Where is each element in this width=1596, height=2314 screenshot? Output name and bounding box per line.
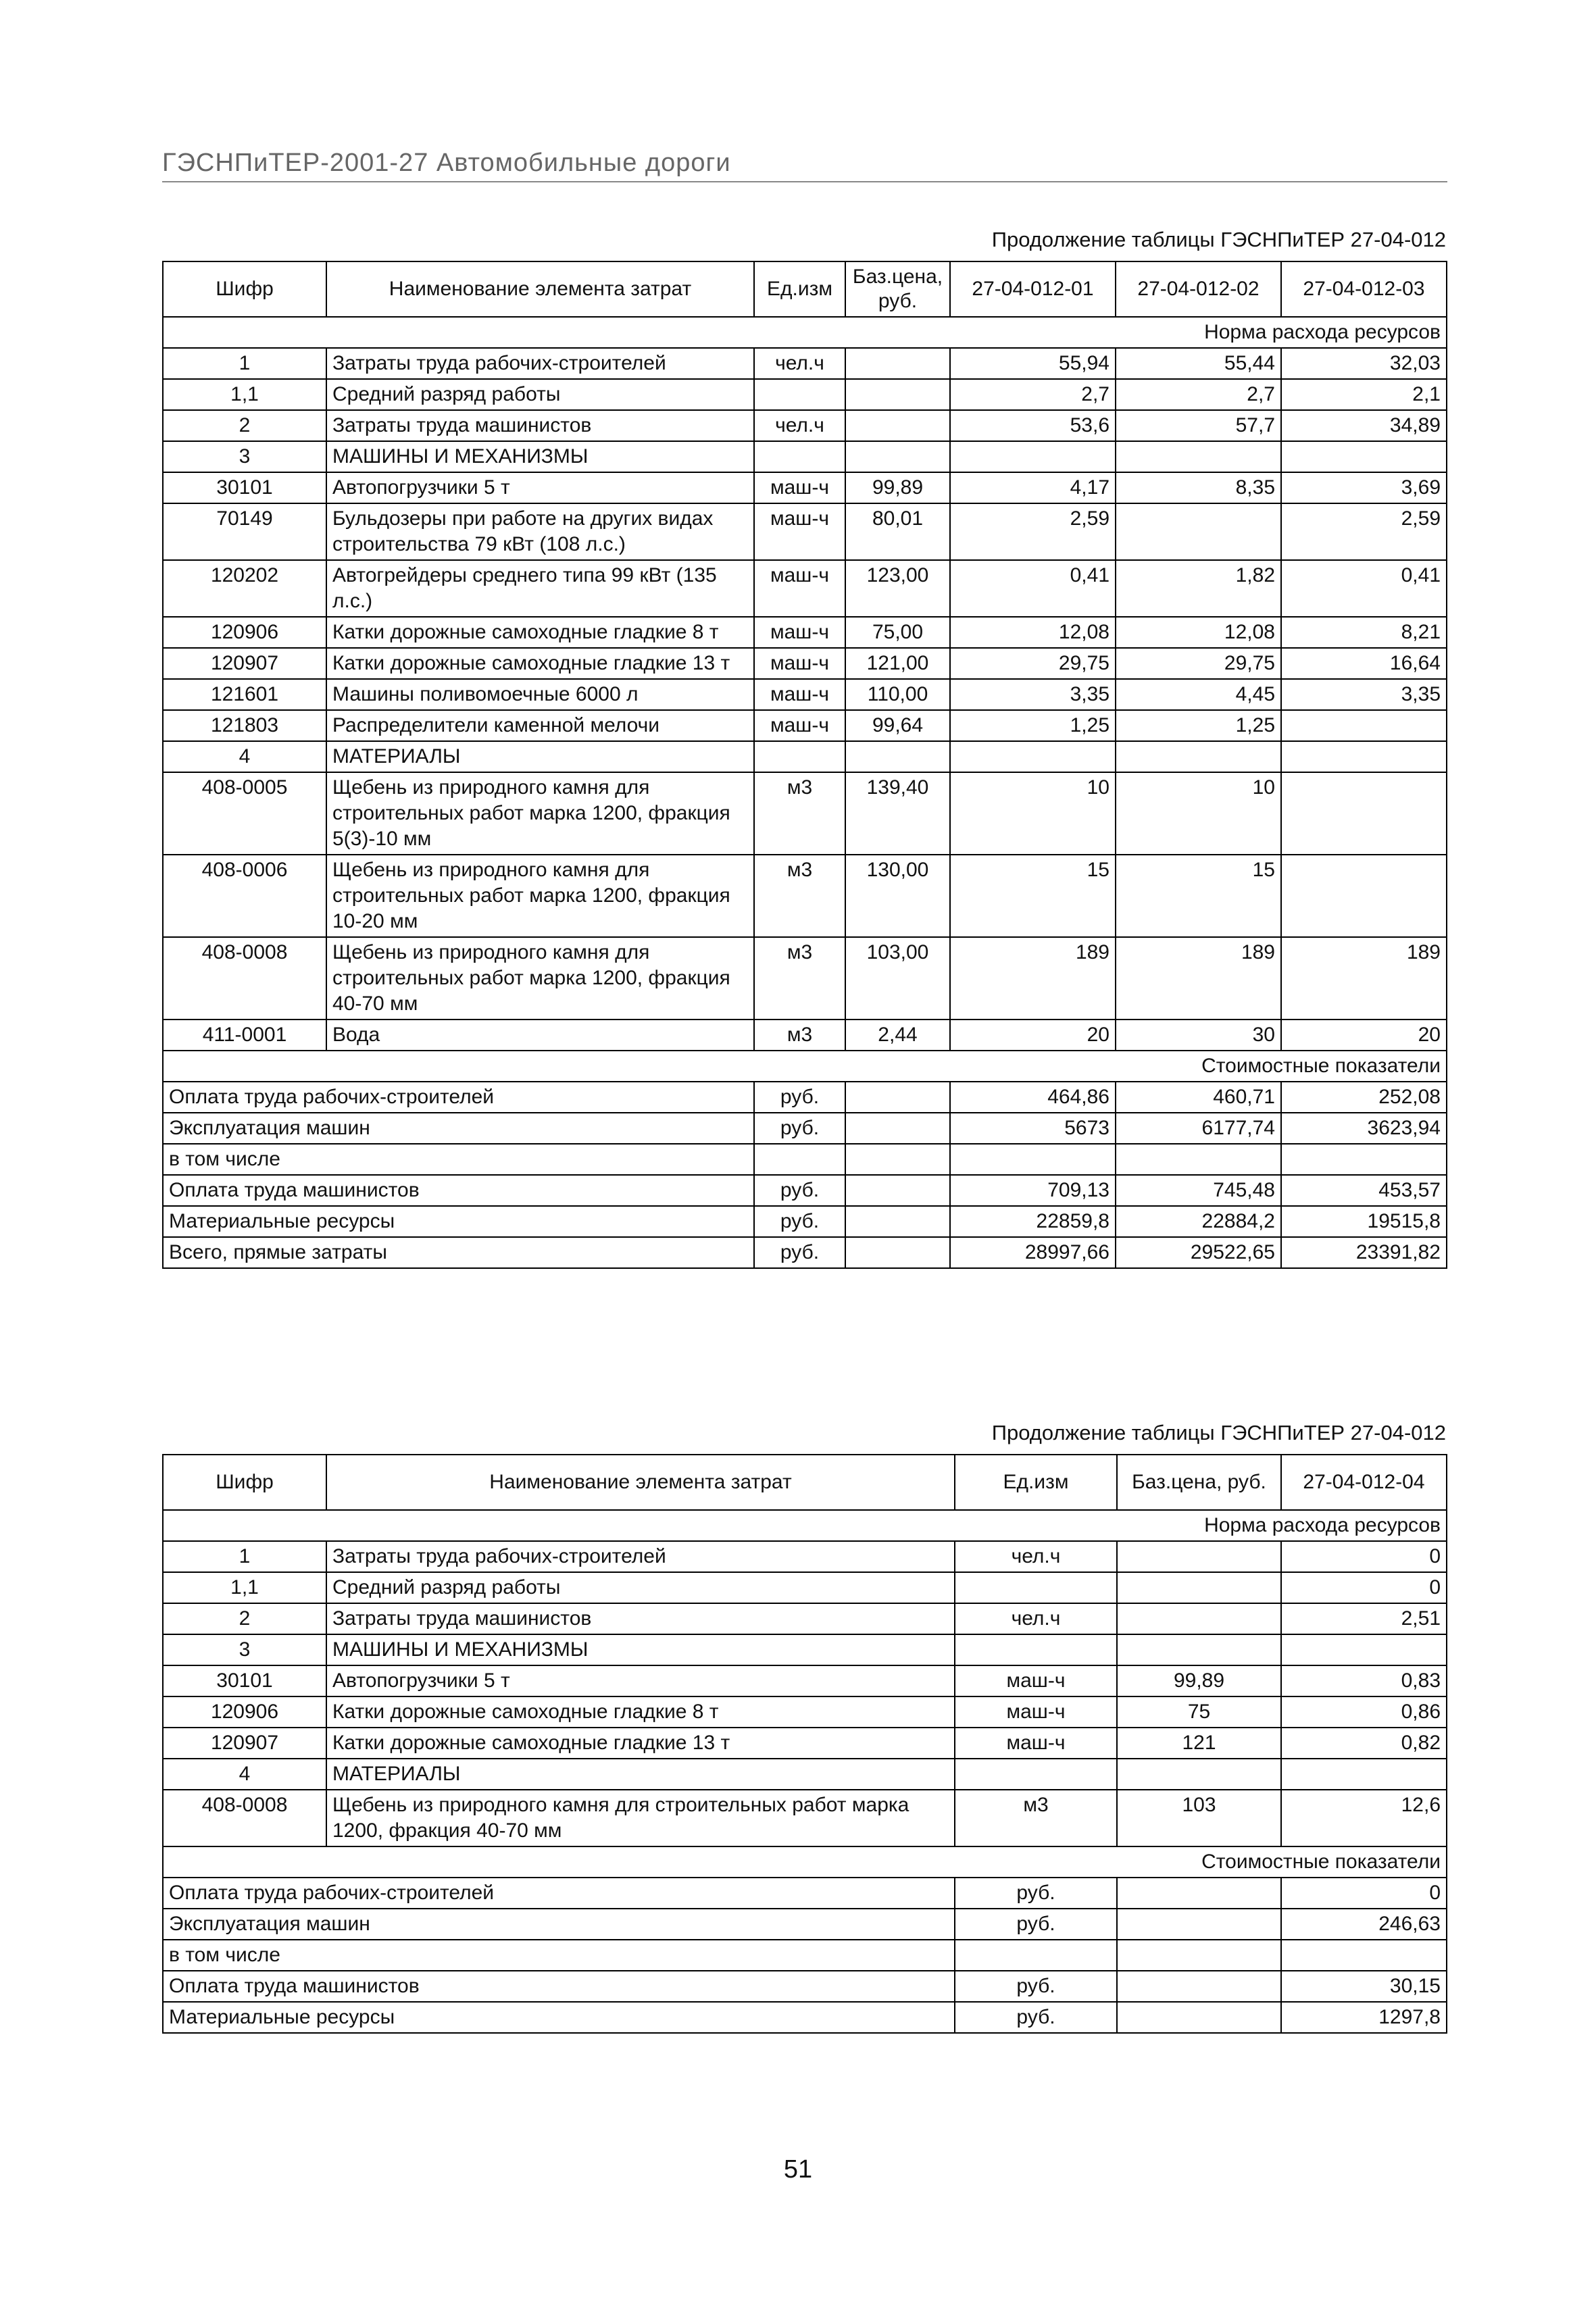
cost-value: 453,57 xyxy=(1281,1175,1447,1206)
cell-price: 130,00 xyxy=(845,855,950,937)
cost-row xyxy=(163,2002,1447,2033)
resource-row xyxy=(163,503,1447,560)
col-header-unit: Ед.изм xyxy=(754,261,845,317)
cell-name: Средний разряд работы xyxy=(326,379,754,410)
cell-price xyxy=(845,379,950,410)
cell-value: 12,08 xyxy=(1116,617,1281,648)
resource-row xyxy=(163,1696,1447,1728)
resource-row xyxy=(163,1790,1447,1846)
resource-row xyxy=(163,679,1447,710)
cell-value: 0,41 xyxy=(950,560,1116,617)
cell-price xyxy=(1117,1541,1281,1572)
cell-name: Автопогрузчики 5 т xyxy=(326,472,754,503)
resource-row xyxy=(163,560,1447,617)
cell-value: 3,35 xyxy=(1281,679,1447,710)
col-header-code: Шифр xyxy=(163,1455,326,1510)
cost-row xyxy=(163,1909,1447,1940)
cell-value: 1,82 xyxy=(1116,560,1281,617)
cell-name: Средний разряд работы xyxy=(326,1572,955,1603)
cost-unit: руб. xyxy=(754,1206,845,1237)
cell-price: 99,64 xyxy=(845,710,950,741)
cost-name: Эксплуатация машин xyxy=(163,1113,754,1144)
band-norms-text: Норма расхода ресурсов xyxy=(163,317,1447,348)
cell-name: Катки дорожные самоходные гладкие 13 т xyxy=(326,1728,955,1759)
resource-row xyxy=(163,1572,1447,1603)
cell-value: 3,69 xyxy=(1281,472,1447,503)
cell-name: Катки дорожные самоходные гладкие 13 т xyxy=(326,648,754,679)
cost-value: 5673 xyxy=(950,1113,1116,1144)
cell-unit: чел.ч xyxy=(754,348,845,379)
cost-price xyxy=(845,1206,950,1237)
cell-unit xyxy=(955,1759,1117,1790)
cost-name: Оплата труда рабочих-строителей xyxy=(163,1878,955,1909)
cell-name: Распределители каменной мелочи xyxy=(326,710,754,741)
cost-value: 22859,8 xyxy=(950,1206,1116,1237)
cell-unit: маш-ч xyxy=(955,1728,1117,1759)
cell-name: Щебень из природного камня для строительных работ марка 1200, фракция 40-70 мм xyxy=(326,937,754,1020)
cost-price xyxy=(845,1144,950,1175)
col-header-name: Наименование элемента затрат xyxy=(326,1455,955,1510)
cell-value: 8,35 xyxy=(1116,472,1281,503)
cost-value: 745,48 xyxy=(1116,1175,1281,1206)
cost-name: Материальные ресурсы xyxy=(163,2002,955,2033)
resource-table-1 xyxy=(162,261,1447,1269)
cell-value: 53,6 xyxy=(950,410,1116,441)
cost-name: Оплата труда машинистов xyxy=(163,1971,955,2002)
resource-row xyxy=(163,1759,1447,1790)
cost-value xyxy=(950,1144,1116,1175)
cost-name: Оплата труда рабочих-строителей xyxy=(163,1082,754,1113)
cell-unit: маш-ч xyxy=(955,1665,1117,1696)
cell-value xyxy=(1281,441,1447,472)
cell-code: 408-0008 xyxy=(163,1790,326,1846)
cell-code: 30101 xyxy=(163,1665,326,1696)
cost-row xyxy=(163,1940,1447,1971)
cell-price: 75,00 xyxy=(845,617,950,648)
cell-unit: м3 xyxy=(955,1790,1117,1846)
resource-row xyxy=(163,1665,1447,1696)
section-heading: МАШИНЫ И МЕХАНИЗМЫ xyxy=(326,1634,955,1665)
cost-value xyxy=(1281,1940,1447,1971)
cell-value: 2,51 xyxy=(1281,1603,1447,1634)
cell-price: 110,00 xyxy=(845,679,950,710)
col-header-price: Баз.цена, руб. xyxy=(1117,1455,1281,1510)
cell-name: Автопогрузчики 5 т xyxy=(326,1665,955,1696)
resource-row xyxy=(163,937,1447,1020)
cell-code: 408-0005 xyxy=(163,772,326,855)
cost-unit: руб. xyxy=(955,1878,1117,1909)
cost-value: 23391,82 xyxy=(1281,1237,1447,1268)
cell-code: 30101 xyxy=(163,472,326,503)
cell-unit: м3 xyxy=(754,1020,845,1051)
cell-value: 3,35 xyxy=(950,679,1116,710)
cell-code: 4 xyxy=(163,1759,326,1790)
cell-value: 10 xyxy=(950,772,1116,855)
cost-value xyxy=(1281,1144,1447,1175)
band-norms xyxy=(163,1510,1447,1541)
band-costs-text: Стоимостные показатели xyxy=(163,1846,1447,1878)
cell-code: 408-0006 xyxy=(163,855,326,937)
cell-value: 20 xyxy=(1281,1020,1447,1051)
cell-price xyxy=(1117,1603,1281,1634)
cost-value: 6177,74 xyxy=(1116,1113,1281,1144)
cell-code: 121803 xyxy=(163,710,326,741)
col-header-norm-01: 27-04-012-01 xyxy=(950,261,1116,317)
table1-caption: Продолжение таблицы ГЭСНПиТЕР 27-04-012 xyxy=(991,228,1446,251)
cost-unit: руб. xyxy=(955,1909,1117,1940)
cell-unit: чел.ч xyxy=(754,410,845,441)
band-costs xyxy=(163,1051,1447,1082)
cost-value: 464,86 xyxy=(950,1082,1116,1113)
cell-unit: м3 xyxy=(754,772,845,855)
cell-value: 0,83 xyxy=(1281,1665,1447,1696)
cell-code: 2 xyxy=(163,1603,326,1634)
cell-value: 1,25 xyxy=(950,710,1116,741)
cell-unit xyxy=(754,379,845,410)
cost-value: 19515,8 xyxy=(1281,1206,1447,1237)
cell-code: 120906 xyxy=(163,617,326,648)
cell-value: 12,6 xyxy=(1281,1790,1447,1846)
cell-name: Автогрейдеры среднего типа 99 кВт (135 л.с.) xyxy=(326,560,754,617)
cell-name: Затраты труда машинистов xyxy=(326,1603,955,1634)
cell-price xyxy=(1117,1759,1281,1790)
cell-price xyxy=(845,441,950,472)
cell-value: 10 xyxy=(1116,772,1281,855)
cell-value: 34,89 xyxy=(1281,410,1447,441)
cell-value: 0 xyxy=(1281,1572,1447,1603)
cell-name: Бульдозеры при работе на других видах строительства 79 кВт (108 л.с.) xyxy=(326,503,754,560)
cell-unit: маш-ч xyxy=(955,1696,1117,1728)
cost-name: в том числе xyxy=(163,1940,955,1971)
cell-price: 123,00 xyxy=(845,560,950,617)
cell-value: 15 xyxy=(1116,855,1281,937)
resource-row xyxy=(163,1541,1447,1572)
cost-row xyxy=(163,1878,1447,1909)
cell-value: 189 xyxy=(950,937,1116,1020)
cell-price: 103 xyxy=(1117,1790,1281,1846)
cost-row xyxy=(163,1237,1447,1268)
cost-unit: руб. xyxy=(754,1175,845,1206)
cell-price xyxy=(845,741,950,772)
resource-row xyxy=(163,1020,1447,1051)
cell-value: 12,08 xyxy=(950,617,1116,648)
col-header-norm-04: 27-04-012-04 xyxy=(1281,1455,1447,1510)
cell-value: 55,44 xyxy=(1116,348,1281,379)
resource-row xyxy=(163,472,1447,503)
cost-price xyxy=(1117,1940,1281,1971)
cell-value: 2,59 xyxy=(1281,503,1447,560)
cell-value xyxy=(1116,503,1281,560)
resource-row xyxy=(163,379,1447,410)
col-header-name: Наименование элемента затрат xyxy=(326,261,754,317)
cell-price: 75 xyxy=(1117,1696,1281,1728)
cell-value: 29,75 xyxy=(1116,648,1281,679)
cell-name: Машины поливомоечные 6000 л xyxy=(326,679,754,710)
cell-unit xyxy=(754,441,845,472)
cost-name: Всего, прямые затраты xyxy=(163,1237,754,1268)
cell-code: 1,1 xyxy=(163,1572,326,1603)
running-header: ГЭСНПиТЕР-2001-27 Автомобильные дороги xyxy=(162,149,731,177)
cell-name: Щебень из природного камня для строительных работ марка 1200, фракция 5(3)-10 мм xyxy=(326,772,754,855)
resource-row xyxy=(163,855,1447,937)
col-header-price: Баз.цена, руб. xyxy=(845,261,950,317)
cell-value: 8,21 xyxy=(1281,617,1447,648)
cost-value: 246,63 xyxy=(1281,1909,1447,1940)
band-costs xyxy=(163,1846,1447,1878)
cell-unit: м3 xyxy=(754,937,845,1020)
cost-value: 3623,94 xyxy=(1281,1113,1447,1144)
cost-value: 29522,65 xyxy=(1116,1237,1281,1268)
cost-unit xyxy=(955,1940,1117,1971)
cell-unit xyxy=(754,741,845,772)
cell-unit: м3 xyxy=(754,855,845,937)
cell-value: 0,41 xyxy=(1281,560,1447,617)
cost-row xyxy=(163,1082,1447,1113)
cell-price: 99,89 xyxy=(1117,1665,1281,1696)
cost-row xyxy=(163,1144,1447,1175)
cell-name: Щебень из природного камня для строительных работ марка 1200, фракция 40-70 мм xyxy=(326,1790,955,1846)
cell-unit xyxy=(955,1634,1117,1665)
cell-value: 57,7 xyxy=(1116,410,1281,441)
col-header-norm-03: 27-04-012-03 xyxy=(1281,261,1447,317)
cell-value: 4,17 xyxy=(950,472,1116,503)
cost-price xyxy=(1117,1971,1281,2002)
cell-price: 99,89 xyxy=(845,472,950,503)
resource-row xyxy=(163,441,1447,472)
cost-unit: руб. xyxy=(754,1237,845,1268)
cell-value: 0 xyxy=(1281,1541,1447,1572)
cell-price: 80,01 xyxy=(845,503,950,560)
page-number: 51 xyxy=(783,2155,813,2184)
cost-unit: руб. xyxy=(754,1082,845,1113)
cost-name: Эксплуатация машин xyxy=(163,1909,955,1940)
cell-unit: маш-ч xyxy=(754,648,845,679)
cell-value: 2,1 xyxy=(1281,379,1447,410)
cell-code: 411-0001 xyxy=(163,1020,326,1051)
cell-value: 189 xyxy=(1281,937,1447,1020)
cost-value: 22884,2 xyxy=(1116,1206,1281,1237)
cell-unit: маш-ч xyxy=(754,617,845,648)
cell-price: 121 xyxy=(1117,1728,1281,1759)
cell-value xyxy=(1281,855,1447,937)
cell-name: Катки дорожные самоходные гладкие 8 т xyxy=(326,617,754,648)
cell-code: 1 xyxy=(163,1541,326,1572)
cell-value: 20 xyxy=(950,1020,1116,1051)
cell-price xyxy=(1117,1572,1281,1603)
cost-price xyxy=(845,1237,950,1268)
resource-row xyxy=(163,648,1447,679)
header-rule xyxy=(162,181,1447,182)
cell-value: 2,59 xyxy=(950,503,1116,560)
cell-value: 1,25 xyxy=(1116,710,1281,741)
cell-name: Щебень из природного камня для строительных работ марка 1200, фракция 10-20 мм xyxy=(326,855,754,937)
cost-unit: руб. xyxy=(754,1113,845,1144)
cell-value: 0,82 xyxy=(1281,1728,1447,1759)
cell-code: 121601 xyxy=(163,679,326,710)
cell-unit: маш-ч xyxy=(754,472,845,503)
cell-price xyxy=(845,348,950,379)
cell-unit: маш-ч xyxy=(754,710,845,741)
cost-row xyxy=(163,1971,1447,2002)
cell-value: 4,45 xyxy=(1116,679,1281,710)
cost-name: Оплата труда машинистов xyxy=(163,1175,754,1206)
resource-table-2 xyxy=(162,1454,1447,2034)
resource-row xyxy=(163,741,1447,772)
resource-row xyxy=(163,410,1447,441)
cell-value: 29,75 xyxy=(950,648,1116,679)
cost-value: 0 xyxy=(1281,1878,1447,1909)
cell-value: 2,7 xyxy=(1116,379,1281,410)
section-heading: МАШИНЫ И МЕХАНИЗМЫ xyxy=(326,441,754,472)
cost-value: 709,13 xyxy=(950,1175,1116,1206)
cost-value: 460,71 xyxy=(1116,1082,1281,1113)
cell-value xyxy=(1281,710,1447,741)
cell-value xyxy=(1116,441,1281,472)
cell-code: 120202 xyxy=(163,560,326,617)
col-header-unit: Ед.изм xyxy=(955,1455,1117,1510)
cost-unit: руб. xyxy=(955,2002,1117,2033)
cell-value: 55,94 xyxy=(950,348,1116,379)
cell-value xyxy=(1281,1634,1447,1665)
band-norms xyxy=(163,317,1447,348)
cost-price xyxy=(845,1175,950,1206)
cost-price xyxy=(1117,1909,1281,1940)
cell-value: 30 xyxy=(1116,1020,1281,1051)
cell-unit: чел.ч xyxy=(955,1603,1117,1634)
cost-price xyxy=(1117,1878,1281,1909)
band-norms-text: Норма расхода ресурсов xyxy=(163,1510,1447,1541)
cell-name: Затраты труда рабочих-строителей xyxy=(326,348,754,379)
cell-unit: чел.ч xyxy=(955,1541,1117,1572)
cost-price xyxy=(845,1113,950,1144)
cell-price xyxy=(845,410,950,441)
cell-unit: маш-ч xyxy=(754,679,845,710)
resource-row xyxy=(163,348,1447,379)
cell-value: 16,64 xyxy=(1281,648,1447,679)
cell-code: 1,1 xyxy=(163,379,326,410)
col-header-code: Шифр xyxy=(163,261,326,317)
cell-code: 70149 xyxy=(163,503,326,560)
cell-code: 4 xyxy=(163,741,326,772)
cell-code: 1 xyxy=(163,348,326,379)
section-heading: МАТЕРИАЛЫ xyxy=(326,1759,955,1790)
cost-row xyxy=(163,1206,1447,1237)
cell-value: 32,03 xyxy=(1281,348,1447,379)
cell-value xyxy=(1281,1759,1447,1790)
section-heading: МАТЕРИАЛЫ xyxy=(326,741,754,772)
cell-name: Катки дорожные самоходные гладкие 8 т xyxy=(326,1696,955,1728)
cell-unit xyxy=(955,1572,1117,1603)
resource-row xyxy=(163,1634,1447,1665)
cell-unit: маш-ч xyxy=(754,560,845,617)
cell-code: 2 xyxy=(163,410,326,441)
cell-price: 121,00 xyxy=(845,648,950,679)
table2-caption: Продолжение таблицы ГЭСНПиТЕР 27-04-012 xyxy=(991,1421,1446,1444)
cost-unit xyxy=(754,1144,845,1175)
cost-row xyxy=(163,1175,1447,1206)
cell-price: 2,44 xyxy=(845,1020,950,1051)
cell-value xyxy=(950,441,1116,472)
cost-price xyxy=(845,1082,950,1113)
cell-code: 120907 xyxy=(163,648,326,679)
cost-value: 252,08 xyxy=(1281,1082,1447,1113)
cell-value: 15 xyxy=(950,855,1116,937)
cell-value: 0,86 xyxy=(1281,1696,1447,1728)
col-header-norm-02: 27-04-012-02 xyxy=(1116,261,1281,317)
cost-value xyxy=(1116,1144,1281,1175)
cost-row xyxy=(163,1113,1447,1144)
cost-name: в том числе xyxy=(163,1144,754,1175)
cell-code: 3 xyxy=(163,1634,326,1665)
cell-code: 3 xyxy=(163,441,326,472)
cost-value: 28997,66 xyxy=(950,1237,1116,1268)
cost-value: 1297,8 xyxy=(1281,2002,1447,2033)
cell-value xyxy=(1281,772,1447,855)
cell-code: 408-0008 xyxy=(163,937,326,1020)
resource-row xyxy=(163,710,1447,741)
resource-row xyxy=(163,617,1447,648)
cell-name: Затраты труда рабочих-строителей xyxy=(326,1541,955,1572)
cell-price: 103,00 xyxy=(845,937,950,1020)
resource-row xyxy=(163,772,1447,855)
cell-unit: маш-ч xyxy=(754,503,845,560)
cell-value xyxy=(1281,741,1447,772)
cell-value: 2,7 xyxy=(950,379,1116,410)
resource-row xyxy=(163,1728,1447,1759)
cost-value: 30,15 xyxy=(1281,1971,1447,2002)
cell-name: Затраты труда машинистов xyxy=(326,410,754,441)
cell-value xyxy=(950,741,1116,772)
cell-price: 139,40 xyxy=(845,772,950,855)
resource-row xyxy=(163,1603,1447,1634)
cell-code: 120906 xyxy=(163,1696,326,1728)
cost-name: Материальные ресурсы xyxy=(163,1206,754,1237)
cost-price xyxy=(1117,2002,1281,2033)
cell-price xyxy=(1117,1634,1281,1665)
cell-name: Вода xyxy=(326,1020,754,1051)
band-costs-text: Стоимостные показатели xyxy=(163,1051,1447,1082)
cell-value: 189 xyxy=(1116,937,1281,1020)
cell-code: 120907 xyxy=(163,1728,326,1759)
cell-value xyxy=(1116,741,1281,772)
cost-unit: руб. xyxy=(955,1971,1117,2002)
